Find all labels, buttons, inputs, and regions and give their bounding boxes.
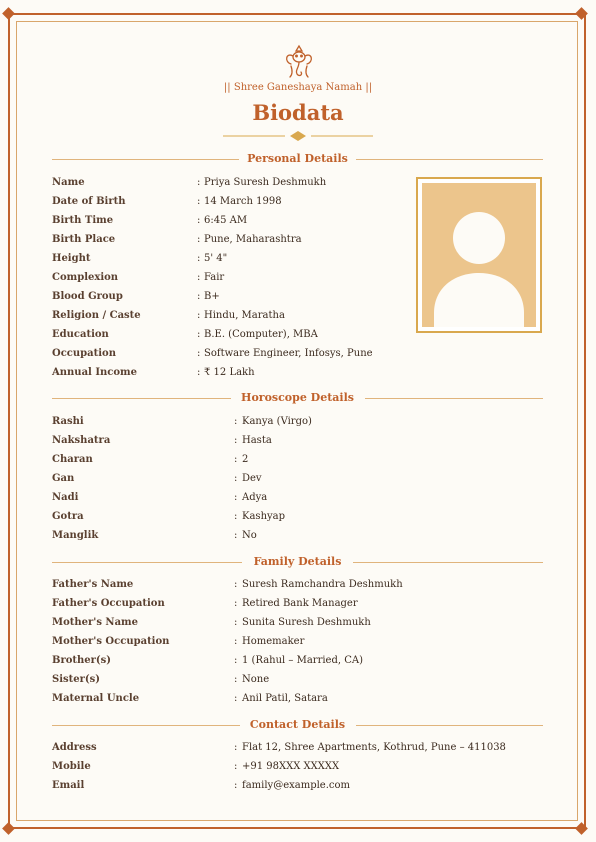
field-value: Kashyap <box>242 511 286 522</box>
field-separator: : <box>197 234 201 245</box>
field-value: B+ <box>204 291 220 302</box>
field-separator: : <box>234 579 238 590</box>
field-label: Mother's Occupation <box>52 636 170 647</box>
field-label: Nadi <box>52 492 79 503</box>
field-value: Suresh Ramchandra Deshmukh <box>242 579 403 590</box>
horoscope-row <box>52 414 412 430</box>
field-value: Sunita Suresh Deshmukh <box>242 617 371 628</box>
title-divider-ornament <box>223 130 373 142</box>
field-value: family@example.com <box>242 780 350 791</box>
personal-row <box>52 365 412 381</box>
field-label: Birth Time <box>52 215 114 226</box>
field-label: Sister(s) <box>52 674 100 685</box>
field-label: Occupation <box>52 348 116 359</box>
horoscope-section-header <box>52 391 543 405</box>
field-label: Complexion <box>52 272 119 283</box>
ganesha-icon <box>282 44 316 80</box>
section-title: Personal Details <box>247 152 348 165</box>
family-row <box>52 653 412 669</box>
personal-section-header <box>52 152 543 166</box>
section-title: Horoscope Details <box>241 391 354 404</box>
field-separator: : <box>197 253 201 264</box>
field-label: Brother(s) <box>52 655 112 666</box>
field-label: Gan <box>52 473 75 484</box>
field-separator: : <box>234 761 238 772</box>
field-value: Kanya (Virgo) <box>242 416 312 427</box>
field-label: Address <box>52 742 97 753</box>
horoscope-row <box>52 433 412 449</box>
contact-row <box>52 740 506 756</box>
field-value: Hasta <box>242 435 272 446</box>
field-separator: : <box>234 416 238 427</box>
field-label: Date of Birth <box>52 196 126 207</box>
field-label: Name <box>52 177 85 188</box>
field-separator: : <box>197 310 201 321</box>
field-separator: : <box>234 693 238 704</box>
field-value: Homemaker <box>242 636 305 647</box>
page-title: Biodata <box>252 100 344 125</box>
field-value: +91 98XXX XXXXX <box>242 761 340 772</box>
field-label: Education <box>52 329 109 340</box>
field-value: ₹ 12 Lakh <box>204 367 255 378</box>
salutation: || Shree Ganeshaya Namah || <box>223 82 373 93</box>
field-separator: : <box>197 367 201 378</box>
field-separator: : <box>234 742 238 753</box>
personal-row <box>52 270 412 286</box>
family-row <box>52 577 412 593</box>
field-value: Flat 12, Shree Apartments, Kothrud, Pune – 411038 <box>242 742 506 753</box>
field-label: Manglik <box>52 530 99 541</box>
contact-section-header <box>52 718 543 732</box>
horoscope-row <box>52 452 412 468</box>
field-label: Father's Occupation <box>52 598 165 609</box>
personal-row <box>52 213 412 229</box>
field-label: Charan <box>52 454 93 465</box>
field-separator: : <box>234 655 238 666</box>
personal-row <box>52 327 412 343</box>
field-value: Adya <box>242 492 268 503</box>
field-label: Mobile <box>52 761 91 772</box>
field-label: Blood Group <box>52 291 123 302</box>
field-value: Priya Suresh Deshmukh <box>204 177 327 188</box>
field-value: 14 March 1998 <box>204 196 282 207</box>
personal-row <box>52 251 412 267</box>
personal-row <box>52 232 412 248</box>
field-value: 1 (Rahul – Married, CA) <box>242 655 364 666</box>
field-separator: : <box>197 272 201 283</box>
horoscope-row <box>52 509 412 525</box>
family-row <box>52 596 412 612</box>
field-label: Father's Name <box>52 579 134 590</box>
field-separator: : <box>234 473 238 484</box>
field-separator: : <box>197 329 201 340</box>
field-separator: : <box>197 177 201 188</box>
field-label: Height <box>52 253 91 264</box>
field-separator: : <box>234 598 238 609</box>
personal-row <box>52 194 412 210</box>
horoscope-row <box>52 490 412 506</box>
personal-row <box>52 308 412 324</box>
field-value: Dev <box>242 473 262 484</box>
field-value: Retired Bank Manager <box>242 598 358 609</box>
field-label: Email <box>52 780 85 791</box>
field-value: 6:45 AM <box>204 215 248 226</box>
personal-row <box>52 346 412 362</box>
field-value: Pune, Maharashtra <box>204 234 302 245</box>
field-label: Birth Place <box>52 234 116 245</box>
horoscope-row <box>52 528 412 544</box>
field-label: Maternal Uncle <box>52 693 140 704</box>
field-label: Gotra <box>52 511 84 522</box>
family-row <box>52 672 412 688</box>
field-value: Fair <box>204 272 225 283</box>
field-value: None <box>242 674 270 685</box>
personal-row <box>52 289 412 305</box>
family-section-header <box>52 555 543 569</box>
family-row <box>52 691 412 707</box>
horoscope-row <box>52 471 412 487</box>
profile-photo-frame <box>416 177 542 333</box>
field-separator: : <box>234 530 238 541</box>
field-separator: : <box>234 617 238 628</box>
family-row <box>52 615 412 631</box>
person-silhouette-icon <box>422 183 536 327</box>
personal-row <box>52 175 412 191</box>
section-title: Family Details <box>253 555 342 568</box>
field-separator: : <box>197 291 201 302</box>
field-separator: : <box>234 674 238 685</box>
field-separator: : <box>197 196 201 207</box>
field-separator: : <box>234 780 238 791</box>
field-separator: : <box>234 636 238 647</box>
field-label: Rashi <box>52 416 84 427</box>
field-label: Nakshatra <box>52 435 111 446</box>
field-value: No <box>242 530 257 541</box>
field-separator: : <box>234 435 238 446</box>
field-label: Religion / Caste <box>52 310 141 321</box>
field-value: B.E. (Computer), MBA <box>204 329 318 340</box>
field-value: Software Engineer, Infosys, Pune <box>204 348 373 359</box>
field-separator: : <box>197 348 201 359</box>
section-title: Contact Details <box>249 718 346 731</box>
field-separator: : <box>197 215 201 226</box>
field-value: Hindu, Maratha <box>204 310 285 321</box>
field-value: 2 <box>242 454 249 465</box>
field-separator: : <box>234 454 238 465</box>
field-separator: : <box>234 492 238 503</box>
field-value: Anil Patil, Satara <box>242 693 328 704</box>
field-separator: : <box>234 511 238 522</box>
field-value: 5' 4" <box>204 253 228 264</box>
contact-row <box>52 778 412 794</box>
family-row <box>52 634 412 650</box>
contact-row <box>52 759 412 775</box>
field-label: Annual Income <box>52 367 137 378</box>
field-label: Mother's Name <box>52 617 138 628</box>
